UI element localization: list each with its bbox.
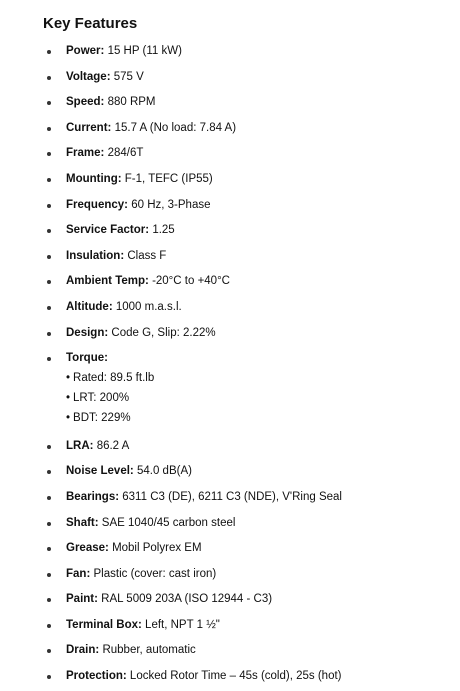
torque-subitem: • Rated: 89.5 ft.lb bbox=[66, 368, 460, 388]
sub-bullet-icon: • bbox=[66, 371, 71, 384]
feature-item-grease: Grease: Mobil Polyrex EM bbox=[0, 536, 460, 562]
feature-key: LRA bbox=[66, 439, 90, 452]
bullet-icon bbox=[47, 573, 51, 577]
feature-value: F-1, TEFC (IP55) bbox=[124, 172, 213, 185]
feature-item-design: Design: Code G, Slip: 2.22% bbox=[0, 321, 460, 347]
feature-value: 575 V bbox=[113, 70, 144, 83]
feature-item-lra: LRA: 86.2 A bbox=[0, 434, 460, 460]
feature-value: 6311 C3 (DE), 6211 C3 (NDE), V'Ring Seal bbox=[122, 490, 342, 503]
bullet-icon bbox=[47, 178, 51, 182]
bullet-icon bbox=[47, 496, 51, 500]
feature-item-terminal-box: Terminal Box: Left, NPT 1 ½" bbox=[0, 613, 460, 639]
bullet-icon bbox=[47, 280, 51, 284]
feature-item-frame: Frame: 284/6T bbox=[0, 141, 460, 167]
feature-value: 284/6T bbox=[107, 147, 144, 160]
feature-key: Paint bbox=[66, 593, 95, 606]
feature-value: SAE 1040/45 carbon steel bbox=[101, 516, 236, 529]
bullet-icon bbox=[47, 101, 51, 105]
feature-value: 86.2 A bbox=[96, 439, 130, 452]
feature-item-speed: Speed: 880 RPM bbox=[0, 90, 460, 116]
feature-key: Voltage bbox=[66, 70, 107, 83]
feature-value: Locked Rotor Time – 45s (cold), 25s (hot) bbox=[129, 670, 342, 683]
feature-item-shaft: Shaft: SAE 1040/45 carbon steel bbox=[0, 511, 460, 537]
feature-value: RAL 5009 203A (ISO 12944 - C3) bbox=[101, 593, 273, 606]
bullet-icon bbox=[47, 255, 51, 259]
feature-value: 54.0 dB(A) bbox=[136, 465, 192, 478]
feature-value: 15 HP (11 kW) bbox=[107, 45, 182, 57]
torque-subitem: • BDT: 229% bbox=[66, 408, 460, 428]
bullet-icon bbox=[47, 204, 51, 208]
torque-sublist bbox=[66, 368, 460, 428]
feature-key: Noise Level bbox=[66, 465, 130, 478]
feature-item-frequency: Frequency: 60 Hz, 3-Phase bbox=[0, 193, 460, 219]
bullet-icon bbox=[47, 470, 51, 474]
feature-key: Protection bbox=[66, 670, 123, 683]
bullet-icon bbox=[47, 649, 51, 653]
feature-key: Design bbox=[66, 326, 105, 339]
feature-value: Class F bbox=[127, 249, 167, 262]
bullet-icon bbox=[47, 306, 51, 310]
feature-value: 1.25 bbox=[152, 224, 175, 237]
bullet-icon bbox=[47, 50, 51, 54]
feature-key: Service Factor bbox=[66, 224, 146, 237]
feature-list bbox=[0, 39, 460, 690]
feature-item-fan: Fan: Plastic (cover: cast iron) bbox=[0, 562, 460, 588]
bullet-icon bbox=[47, 127, 51, 131]
feature-item-insulation: Insulation: Class F bbox=[0, 244, 460, 270]
feature-item-altitude: Altitude: 1000 m.a.s.l. bbox=[0, 295, 460, 321]
feature-item-service-factor: Service Factor: 1.25 bbox=[0, 218, 460, 244]
bullet-icon bbox=[47, 598, 51, 602]
feature-value: Code G, Slip: 2.22% bbox=[111, 326, 216, 339]
feature-key: Altitude bbox=[66, 300, 109, 313]
feature-key: Terminal Box bbox=[66, 618, 138, 631]
bullet-icon bbox=[47, 547, 51, 551]
bullet-icon bbox=[47, 445, 51, 449]
feature-item-mounting: Mounting: F-1, TEFC (IP55) bbox=[0, 167, 460, 193]
feature-value: 60 Hz, 3-Phase bbox=[131, 198, 211, 211]
feature-key: Ambient Temp bbox=[66, 275, 146, 288]
bullet-icon bbox=[47, 522, 51, 526]
feature-item-protection: Protection: Locked Rotor Time – 45s (cold), 25s (hot) bbox=[0, 664, 460, 690]
feature-key: Torque bbox=[66, 352, 105, 365]
feature-value: 1000 m.a.s.l. bbox=[115, 300, 182, 313]
feature-item-power: Power: 15 HP (11 kW) bbox=[0, 39, 460, 65]
feature-key: Grease bbox=[66, 542, 106, 555]
feature-item-torque: Torque: • Rated: 89.5 ft.lb • LRT: 200% • BDT: 229% bbox=[0, 346, 460, 428]
feature-value: Plastic (cover: cast iron) bbox=[93, 567, 217, 580]
feature-key: Current bbox=[66, 121, 108, 134]
section-heading: Key Features bbox=[43, 15, 138, 32]
sub-bullet-icon: • bbox=[66, 411, 71, 424]
feature-value: Mobil Polyrex EM bbox=[112, 542, 202, 555]
bullet-icon bbox=[47, 229, 51, 233]
bullet-icon bbox=[47, 675, 51, 679]
feature-key: Drain bbox=[66, 644, 96, 657]
feature-key: Speed bbox=[66, 96, 101, 109]
feature-value: -20°C to +40°C bbox=[152, 275, 230, 288]
torque-subitem: • LRT: 200% bbox=[66, 388, 460, 408]
feature-value: 880 RPM bbox=[107, 96, 156, 109]
sub-bullet-icon: • bbox=[66, 391, 71, 404]
feature-key: Bearings bbox=[66, 490, 116, 503]
feature-value: Rubber, automatic bbox=[102, 644, 196, 657]
feature-key: Shaft bbox=[66, 516, 95, 529]
bullet-icon bbox=[47, 152, 51, 156]
feature-key: Mounting bbox=[66, 172, 118, 185]
feature-key: Power bbox=[66, 45, 101, 57]
feature-item-bearings: Bearings: 6311 C3 (DE), 6211 C3 (NDE), V'Ring Seal bbox=[0, 485, 460, 511]
feature-item-drain: Drain: Rubber, automatic bbox=[0, 638, 460, 664]
bullet-icon bbox=[47, 624, 51, 628]
feature-value: Left, NPT 1 ½" bbox=[145, 618, 220, 631]
feature-key: Fan bbox=[66, 567, 87, 580]
feature-item-current: Current: 15.7 A (No load: 7.84 A) bbox=[0, 116, 460, 142]
feature-item-voltage: Voltage: 575 V bbox=[0, 65, 460, 91]
feature-key: Frame bbox=[66, 147, 101, 160]
bullet-icon bbox=[47, 332, 51, 336]
feature-item-noise-level: Noise Level: 54.0 dB(A) bbox=[0, 459, 460, 485]
feature-key: Frequency bbox=[66, 198, 125, 211]
bullet-icon bbox=[47, 357, 51, 361]
feature-value: 15.7 A (No load: 7.84 A) bbox=[114, 121, 237, 134]
feature-item-ambient-temp: Ambient Temp: -20°C to +40°C bbox=[0, 269, 460, 295]
feature-item-paint: Paint: RAL 5009 203A (ISO 12944 - C3) bbox=[0, 587, 460, 613]
bullet-icon bbox=[47, 76, 51, 80]
feature-key: Insulation bbox=[66, 249, 121, 262]
